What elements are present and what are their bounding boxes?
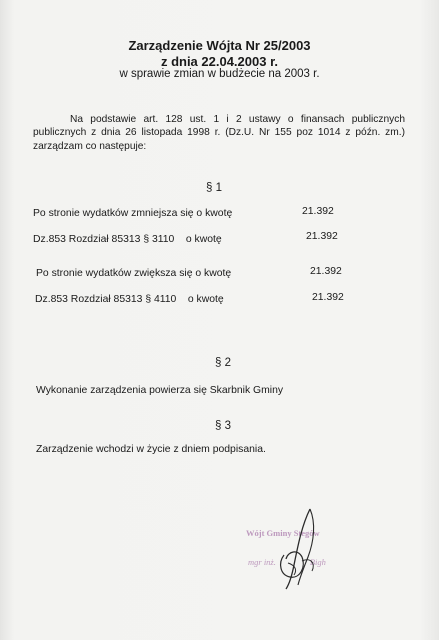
- document-date: z dnia 22.04.2003 r.: [160, 54, 279, 69]
- preamble-line-3: zarządzam co następuje:: [33, 140, 147, 152]
- preamble-line-1: Na podstawie art. 128 ust. 1 i 2 ustawy o finansach publicznych: [70, 114, 405, 125]
- handwritten-signature: [272, 505, 332, 595]
- section-1-row-4-label: Dz.853 Rozdział 85313 § 4110 o kwotę: [35, 294, 224, 305]
- document-subject: w sprawie zmian w budżecie na 2003 r.: [119, 68, 320, 80]
- section-1-row-2-amount: 21.392: [306, 231, 338, 242]
- section-3-heading: § 3: [215, 420, 231, 432]
- document-title: Zarządzenie Wójta Nr 25/2003: [128, 38, 311, 53]
- section-2-text: Wykonanie zarządzenia powierza się Skarbnik Gminy: [36, 385, 284, 396]
- section-1-row-1-label: Po stronie wydatków zmniejsza się o kwotę: [33, 208, 233, 219]
- official-stamp-line-2: mgr inż. Bigh: [248, 557, 326, 567]
- section-3-text: Zarządzenie wchodzi w życie z dniem podpisania.: [36, 444, 266, 455]
- section-1-row-2-label: Dz.853 Rozdział 85313 § 3110 o kwotę: [33, 234, 222, 245]
- preamble-line-2: publicznych z dnia 26 listopada 1998 r. (Dz.U. Nr 155 poz 1014 z późn. zm.): [33, 127, 405, 139]
- section-1-row-1-amount: 21.392: [302, 206, 334, 217]
- section-2-heading: § 2: [215, 357, 231, 369]
- section-1-row-3-amount: 21.392: [310, 266, 342, 277]
- section-1-heading: § 1: [206, 182, 222, 194]
- section-1-row-4-amount: 21.392: [312, 292, 344, 303]
- official-stamp-line-1: Wójt Gminy Stegów: [246, 528, 320, 538]
- section-1-row-3-label: Po stronie wydatków zwiększa się o kwotę: [36, 268, 232, 279]
- preamble-paragraph: [33, 113, 405, 153]
